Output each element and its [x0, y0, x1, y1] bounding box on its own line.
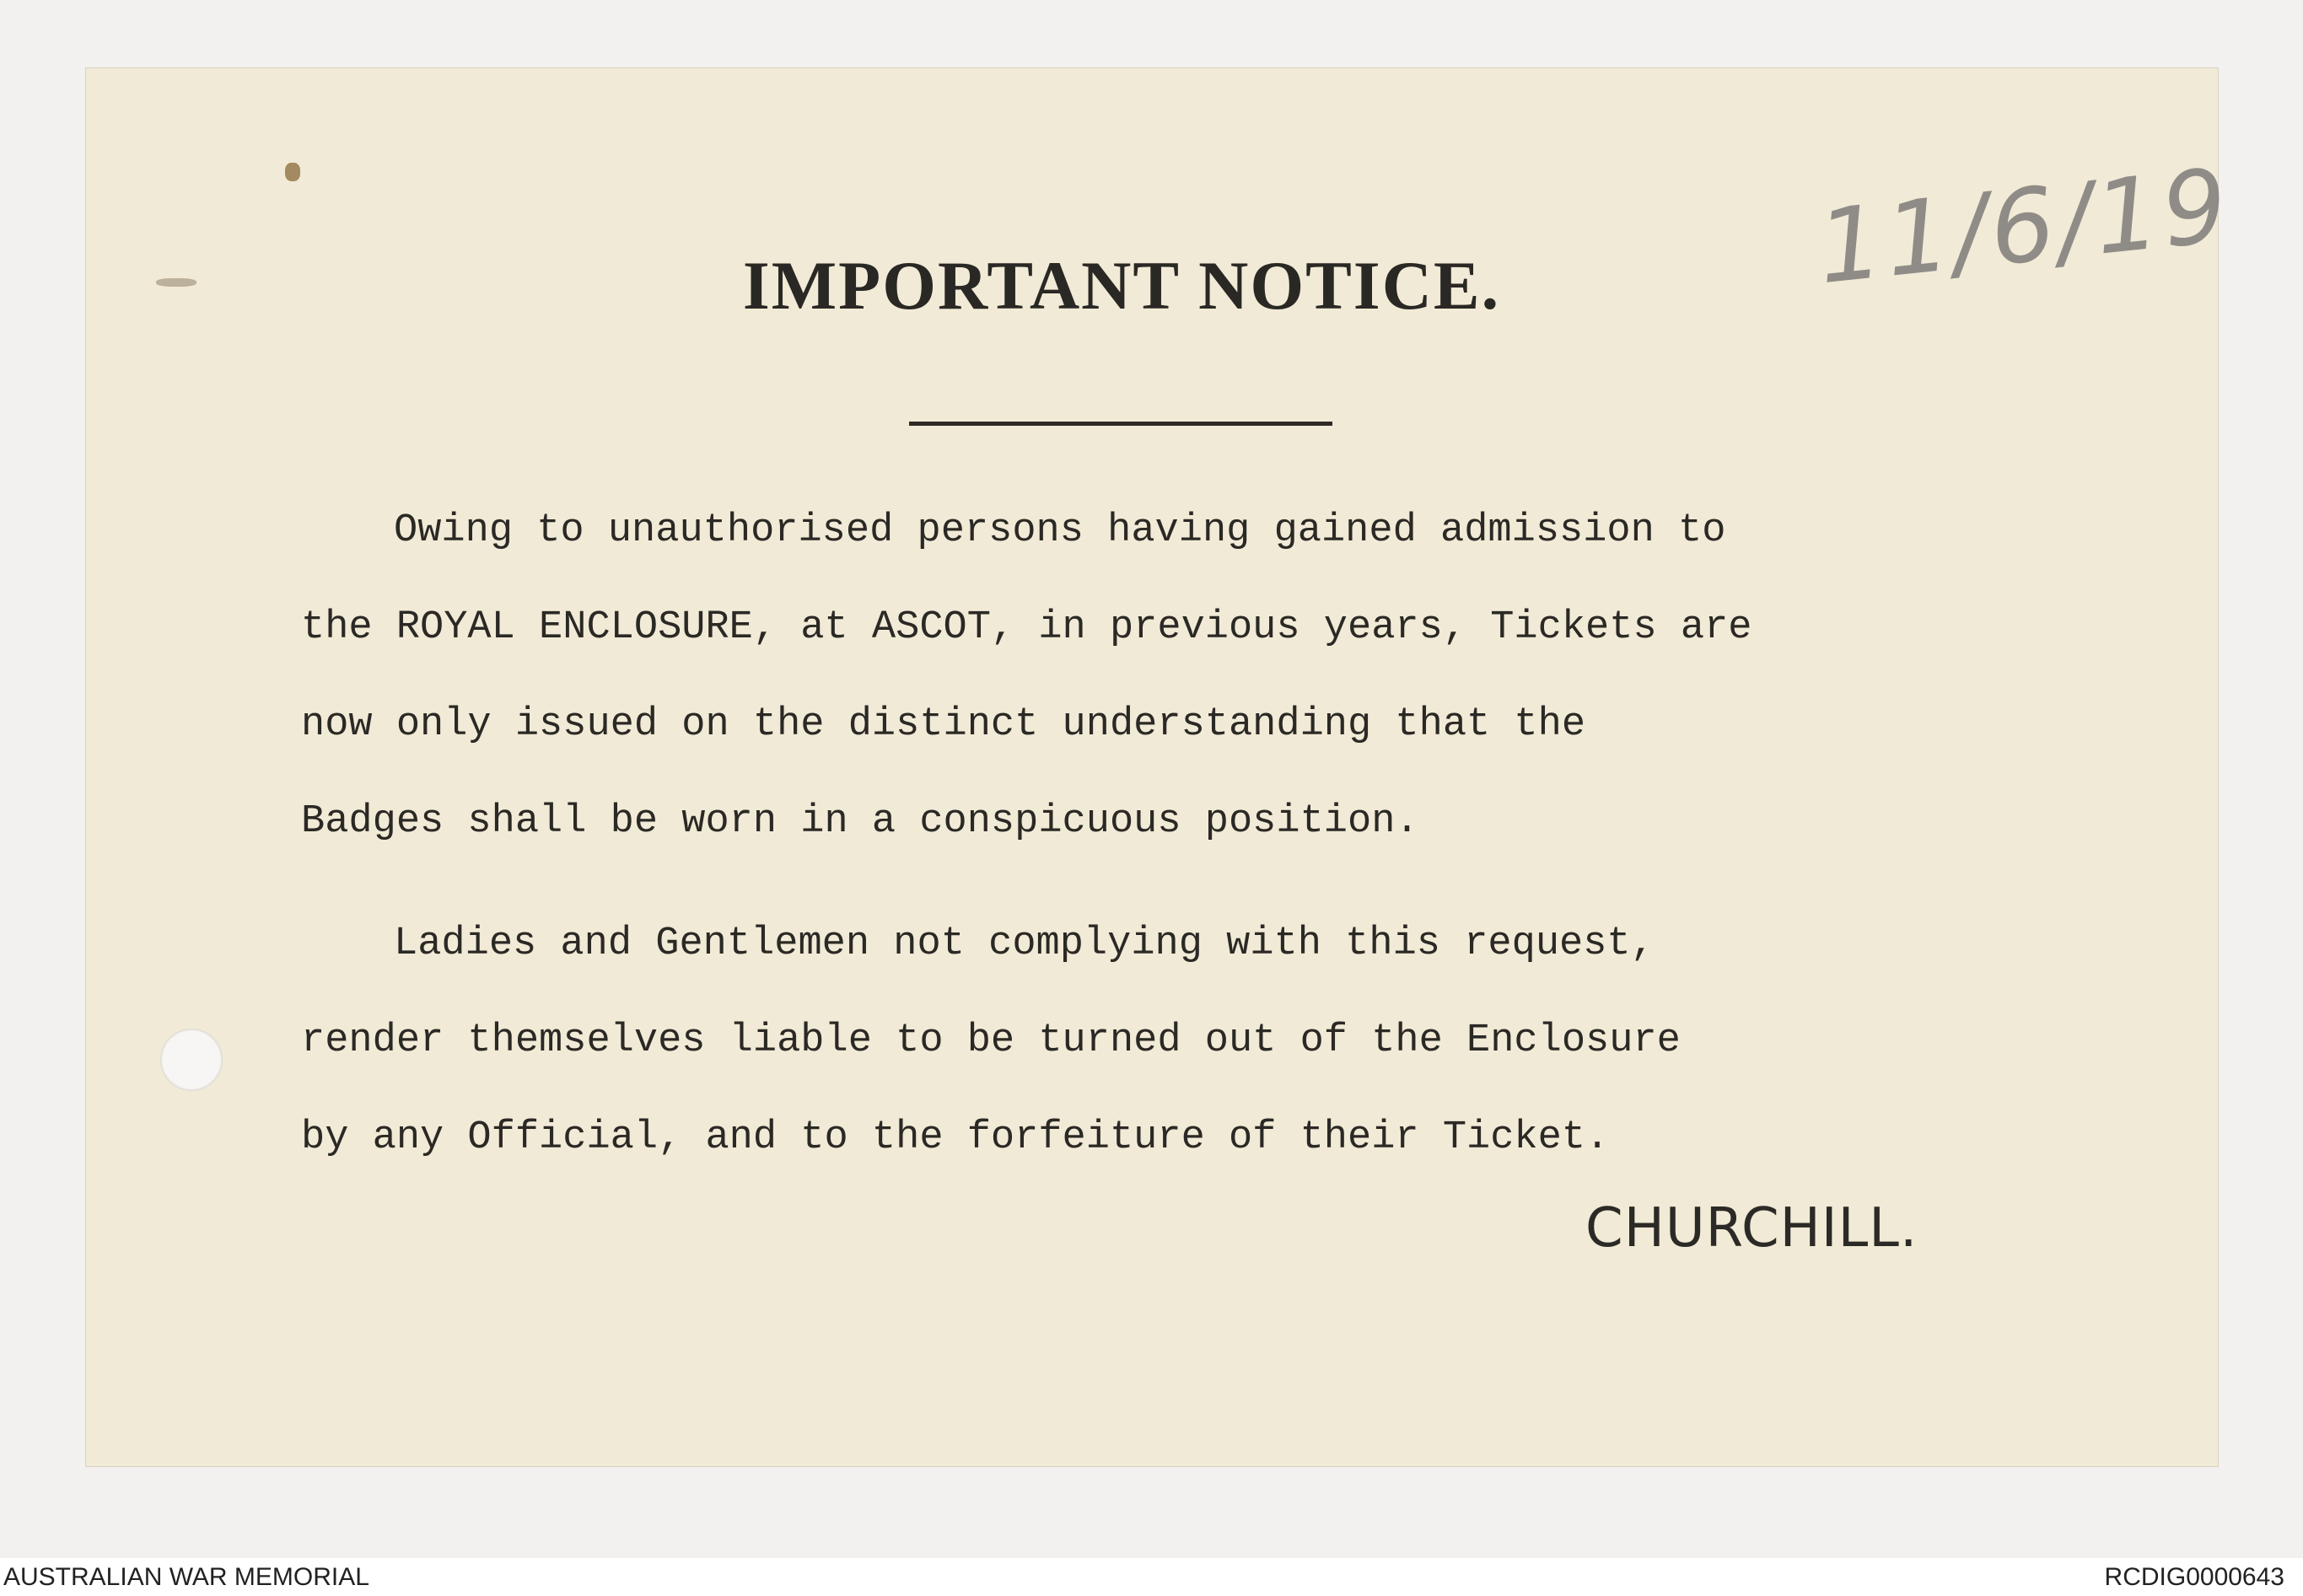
rust-mark [285, 163, 300, 181]
notice-body [301, 502, 2055, 1206]
notice-headline: IMPORTANT NOTICE. [742, 247, 1501, 324]
paragraph-1-line: the ROYAL ENCLOSURE, at ASCOT, in previous years, Tickets are [301, 605, 1752, 650]
paragraph-gap [301, 889, 2055, 915]
paragraph-1-line: now only issued on the distinct understanding that the [301, 702, 1586, 747]
paragraph-2-line: Ladies and Gentlemen not complying with this request, [394, 922, 1655, 966]
paragraph-1-line: Badges shall be worn in a conspicuous position. [301, 799, 1419, 844]
institution-name: AUSTRALIAN WAR MEMORIAL [3, 1563, 369, 1591]
headline-rule [909, 422, 1332, 426]
paragraph-1-line: Owing to unauthorised persons having gained admission to [394, 508, 1726, 553]
punch-hole [160, 1029, 223, 1091]
handwritten-date: 11/6/19 [1812, 147, 2236, 308]
paragraph-2-line: by any Official, and to the forfeiture of their Ticket. [301, 1115, 1610, 1160]
record-id: RCDIG0000643 [2104, 1563, 2284, 1591]
footer-bar [0, 1558, 2303, 1596]
pin-hole-mark [156, 278, 196, 287]
signature: CHURCHILL. [1585, 1197, 1918, 1260]
paragraph-2-line: render themselves liable to be turned out of the Enclosure [301, 1018, 1681, 1063]
